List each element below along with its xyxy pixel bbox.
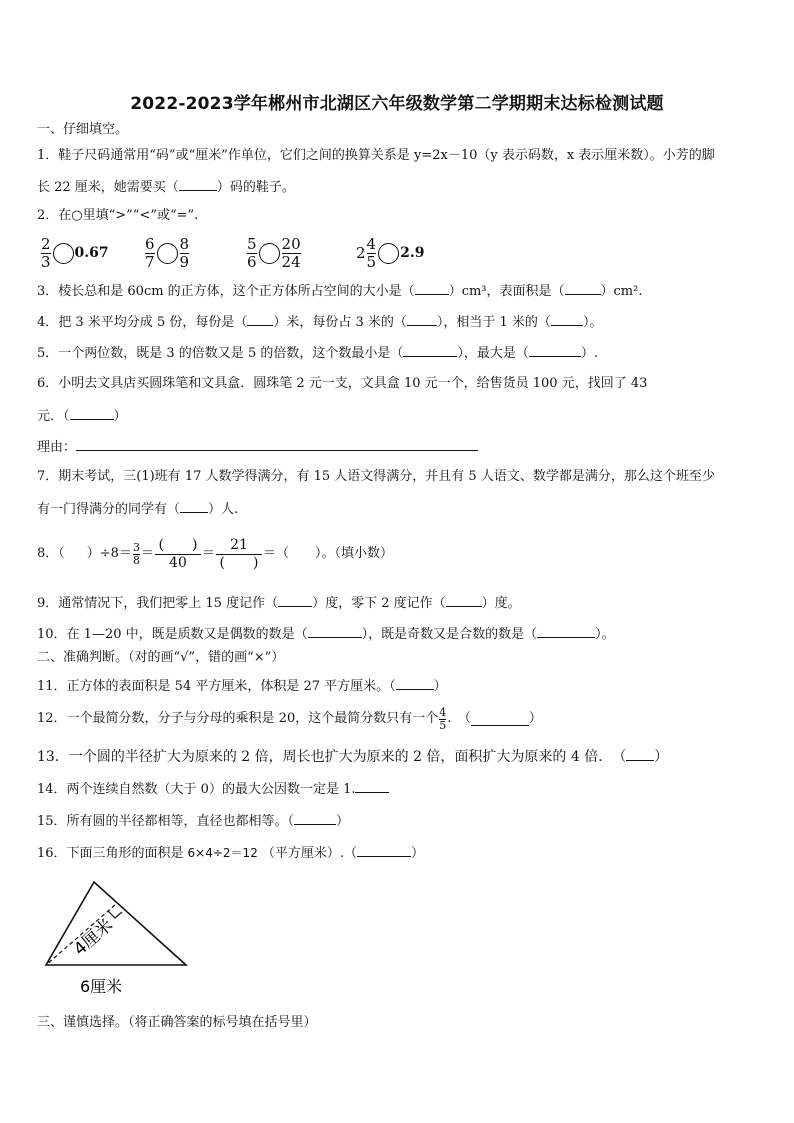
q8-blank-numerator[interactable]: ( ): [158, 536, 198, 553]
height-label: 4厘米: [70, 915, 118, 960]
fraction: $\frac{21}{( )}$: [216, 537, 262, 572]
q16-blank[interactable]: [357, 844, 411, 857]
base-label: 6厘米: [80, 977, 123, 996]
compare-circle[interactable]: [53, 243, 74, 264]
section-2-heading: 二、准确判断。（对的画“√”，错的画“×”）: [37, 650, 285, 665]
triangle-figure: [36, 872, 196, 1002]
question-7-line-1: 7．期末考试，三(1)班有 17 人数学得满分，有 15 人语文得满分，并且有 5 人语文、数学都是满分，那么这个班至少: [37, 469, 715, 484]
question-4: 4．把 3 米平均分成 5 份，每份是（ ）米，每份占 3 米的（ ），相当于 1 米的（ ）。: [37, 315, 603, 330]
question-8: 8．（ ）÷8＝ $\frac{3}{8}$ ＝ $\frac{( )}{40}$ ＝ $\frac{21}{( )}$ ＝（ ）。（填小数）: [37, 536, 394, 571]
q16-expression: 6×4÷2＝12: [187, 846, 258, 860]
compare-value: 0.67: [74, 245, 109, 261]
triangle-outline: [46, 882, 186, 965]
q13-blank[interactable]: [626, 748, 654, 761]
question-7-line-2: 有一门得满分的同学有（ ）人.: [37, 502, 239, 517]
q2-compare-1: [40, 233, 109, 273]
q12-blank[interactable]: [471, 713, 529, 726]
fraction: $\frac{4}{5}$: [366, 234, 377, 271]
q1-text-b: ）码的鞋子。: [216, 180, 295, 195]
q2-compare-4: [356, 233, 424, 273]
question-10: 10．在 1—20 中，既是质数又是偶数的数是（ ），既是奇数又是合数的数是（ ）。: [37, 627, 615, 642]
question-16: 16．下面三角形的面积是 6×4÷2＝12 （平方厘米）.（ ）: [37, 846, 424, 861]
q7-answer-blank[interactable]: [180, 500, 208, 513]
fraction: $\frac{( )}{40}$: [155, 537, 201, 572]
q5-blank-min[interactable]: [403, 344, 457, 357]
q3-blank-area[interactable]: [565, 282, 601, 295]
fraction: $\frac{6}{7}$: [145, 234, 155, 271]
compare-circle[interactable]: [157, 243, 178, 264]
whole-number: 2: [356, 244, 366, 262]
question-1-line-1: 1．鞋子尺码通常用“码”或“厘米”作单位，它们之间的换算关系是 y=2x－10（y 表示码数，x 表示厘米数）。小芳的脚: [37, 148, 715, 163]
q6-reason-blank[interactable]: [76, 438, 478, 451]
compare-value: 2.9: [400, 245, 425, 261]
question-15: 15．所有圆的半径都相等，直径也都相等。（ ）: [37, 814, 350, 829]
question-9: 9．通常情况下，我们把零上 15 度记作（ ）度，零下 2 度记作（ ）度。: [37, 596, 521, 611]
q8-blank-denominator[interactable]: ( ): [219, 554, 259, 571]
question-1-line-2: [37, 178, 295, 196]
page-title: 2022-2023学年郴州市北湖区六年级数学第二学期期末达标检测试题: [130, 94, 664, 114]
q1-answer-blank[interactable]: [179, 178, 217, 191]
fraction: $\frac{2}{3}$: [41, 234, 51, 271]
question-6-line-2: 元．（ ）: [37, 409, 127, 424]
section-1-heading: 一、仔细填空。: [37, 122, 129, 137]
question-6-line-1: 6．小明去文具店买圆珠笔和文具盒．圆珠笔 2 元一支，文具盒 10 元一个，给售货员 100 元，找回了 43: [37, 376, 648, 391]
fraction: $\frac{20}{24}$: [281, 234, 301, 271]
q10-blank-2[interactable]: [537, 625, 595, 638]
question-13: 13．一个圆的半径扩大为原来的 2 倍，周长也扩大为原来的 2 倍，面积扩大为原来的 4 倍． （ ）: [37, 749, 669, 765]
q11-blank[interactable]: [396, 677, 434, 690]
q4-blank-1[interactable]: [247, 313, 273, 326]
q1-text-a: 长 22 厘米，她需要买（: [37, 180, 179, 195]
fraction: $\frac{8}{9}$: [179, 234, 190, 271]
fraction: $\frac{5}{6}$: [247, 234, 257, 271]
fraction: $\frac{4}{5}$: [439, 705, 447, 732]
q14-blank[interactable]: [355, 780, 389, 793]
question-14: 14．两个连续自然数（大于 0）的最大公因数一定是 1.: [37, 780, 389, 798]
q4-blank-3[interactable]: [551, 313, 583, 326]
q4-blank-2[interactable]: [407, 313, 437, 326]
q9-blank-2[interactable]: [446, 594, 482, 607]
question-6-reason: 理由：: [37, 438, 478, 456]
right-angle-mark: [108, 911, 122, 918]
compare-circle[interactable]: [378, 243, 399, 264]
question-5: 5．一个两位数，既是 3 的倍数又是 5 的倍数，这个数最小是（ ），最大是（ ）.: [37, 346, 598, 361]
q15-blank[interactable]: [294, 812, 336, 825]
q2-compare-2: [144, 233, 190, 273]
question-2-text: 2．在○里填“>”“<”或“=”.: [37, 208, 199, 223]
question-11: 11．正方体的表面积是 54 平方厘米，体积是 27 平方厘米。（ ）: [37, 679, 447, 694]
q6-answer-blank[interactable]: [70, 407, 114, 420]
question-12: 12．一个最简分数，分子与分母的乘积是 20，这个最简分数只有一个 $\frac{4}{5}$ . （ ）: [37, 705, 542, 732]
q10-blank-1[interactable]: [308, 625, 362, 638]
fraction: $\frac{3}{8}$: [132, 540, 140, 567]
compare-circle[interactable]: [259, 243, 280, 264]
section-3-heading: 三、谨慎选择。（将正确答案的标号填在括号里）: [37, 1015, 317, 1030]
question-3: 3．棱长总和是 60cm 的正方体，这个正方体所占空间的大小是（ ）cm³，表面积是（ ）cm².: [37, 284, 643, 299]
q3-blank-volume[interactable]: [415, 282, 449, 295]
q9-blank-1[interactable]: [278, 594, 312, 607]
q5-blank-max[interactable]: [529, 344, 581, 357]
q2-compare-3: [246, 233, 302, 273]
